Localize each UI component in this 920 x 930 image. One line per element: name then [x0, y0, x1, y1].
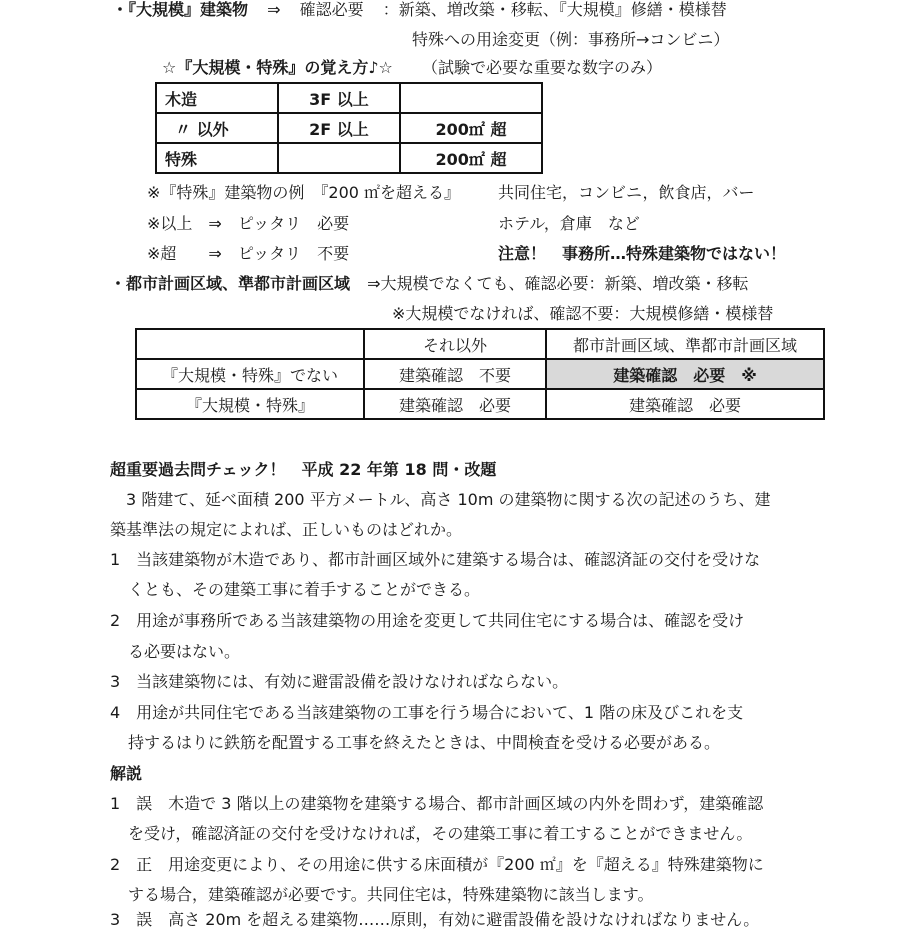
table-cell	[278, 143, 400, 173]
explanation-2: する場合，建築確認が必要です。共同住宅は，特殊建築物に該当します。	[128, 885, 654, 904]
table-cell: 200㎡ 超	[400, 113, 542, 143]
table-cell: 木造	[156, 83, 278, 113]
table-cell: 〃 以外	[156, 113, 278, 143]
table-cell: 建築確認 不要	[364, 359, 546, 389]
explanation-1: を受け，確認済証の交付を受けなければ，その建築工事に着工することができません。	[128, 824, 753, 843]
cho-note: ※超 ⇒ ピッタリ 不要	[147, 244, 350, 263]
table-cell: 3F 以上	[278, 83, 400, 113]
arrow-icon: ⇒	[267, 0, 281, 19]
confirm-required-text: 確認必要	[299, 0, 364, 19]
table-row	[156, 83, 542, 113]
table-cell: 特殊	[156, 143, 278, 173]
table-cell: 『大規模・特殊』でない	[136, 359, 364, 389]
explanation-3: 3 誤 高さ 20m を超える建築物……原則，有効に避雷設備を設けなければなりません。	[110, 910, 760, 929]
table-cell: 建築確認 必要	[546, 389, 824, 419]
option-1: くとも、その建築工事に着手することができる。	[128, 580, 481, 599]
table-cell	[136, 329, 364, 359]
top-line-1	[112, 0, 727, 20]
mnemonic-heading	[162, 58, 662, 78]
table-cell: 『大規模・特殊』	[136, 389, 364, 419]
required-works-list: ：新築、増改築・移転、『大規模』修繕・模様替	[382, 0, 727, 19]
city-planning-label: ・都市計画区域、準都市計画区域	[110, 274, 351, 293]
city-planning-line	[110, 274, 749, 294]
special-example-note: ※『特殊』建築物の例 『200 ㎡を超える』	[147, 183, 461, 202]
option-2: 2 用途が事務所である当該建築物の用途を変更して共同住宅にする場合は、確認を受け	[110, 611, 745, 630]
ijo-note: ※以上 ⇒ ピッタリ 必要	[147, 214, 350, 233]
option-4: 持するはりに鉄筋を配置する工事を終えたときは、中間検査を受ける必要がある。	[128, 733, 721, 752]
mnemonic-title: ☆『大規模・特殊』の覚え方♪☆	[162, 58, 393, 77]
option-4: 4 用途が共同住宅である当該建築物の工事を行う場合において、1 階の床及びこれを支	[110, 703, 744, 722]
question-stem: 築基準法の規定によれば、正しいものはどれか。	[110, 520, 463, 539]
city-planning-rule: ⇒大規模でなくても、確認必要：新築、増改築・移転	[367, 274, 749, 293]
table-cell: 建築確認 必要	[364, 389, 546, 419]
large-building-label: ・『大規模』建築物	[112, 0, 249, 19]
table-row	[156, 113, 542, 143]
top-line-2: 特殊への用途変更（例：事務所→コンビニ）	[412, 30, 730, 49]
mnemonic-note: （試験で必要な重要な数字のみ）	[422, 58, 663, 77]
explanation-heading: 解説	[110, 764, 143, 783]
special-example-list-2: ホテル，倉庫 など	[498, 214, 640, 233]
option-1: 1 当該建築物が木造であり、都市計画区域外に建築する場合は、確認済証の交付を受けな	[110, 550, 761, 569]
confirmation-table	[135, 328, 825, 420]
city-planning-note: ※大規模でなければ、確認不要：大規模修繕・模様替	[392, 304, 774, 323]
table-cell	[400, 83, 542, 113]
office-warning: 注意！ 事務所…特殊建築物ではない！	[498, 244, 787, 263]
table-row	[136, 329, 824, 359]
question-heading: 超重要過去問チェック！ 平成 22 年第 18 問・改題	[110, 460, 497, 479]
mnemonic-table	[155, 82, 543, 174]
explanation-2: 2 正 用途変更により、その用途に供する床面積が『200 ㎡』を『超える』特殊建築物に	[110, 855, 764, 874]
table-row	[156, 143, 542, 173]
highlighted-cell: 建築確認 必要 ※	[546, 359, 824, 389]
table-cell: それ以外	[364, 329, 546, 359]
table-cell: 200㎡ 超	[400, 143, 542, 173]
special-example-list: 共同住宅，コンビニ，飲食店，バー	[498, 183, 755, 202]
explanation-1: 1 誤 木造で 3 階以上の建築物を建築する場合、都市計画区域の内外を問わず，建築確認	[110, 794, 764, 813]
table-row	[136, 389, 824, 419]
option-2: る必要はない。	[128, 642, 241, 661]
table-row	[136, 359, 824, 389]
table-cell: 都市計画区域、準都市計画区域	[546, 329, 824, 359]
option-3: 3 当該建築物には、有効に避雷設備を設けなければならない。	[110, 672, 569, 691]
table-cell: 2F 以上	[278, 113, 400, 143]
question-stem: 3 階建て、延べ面積 200 平方メートル、高さ 10m の建築物に関する次の記述のうち、建	[110, 490, 771, 509]
